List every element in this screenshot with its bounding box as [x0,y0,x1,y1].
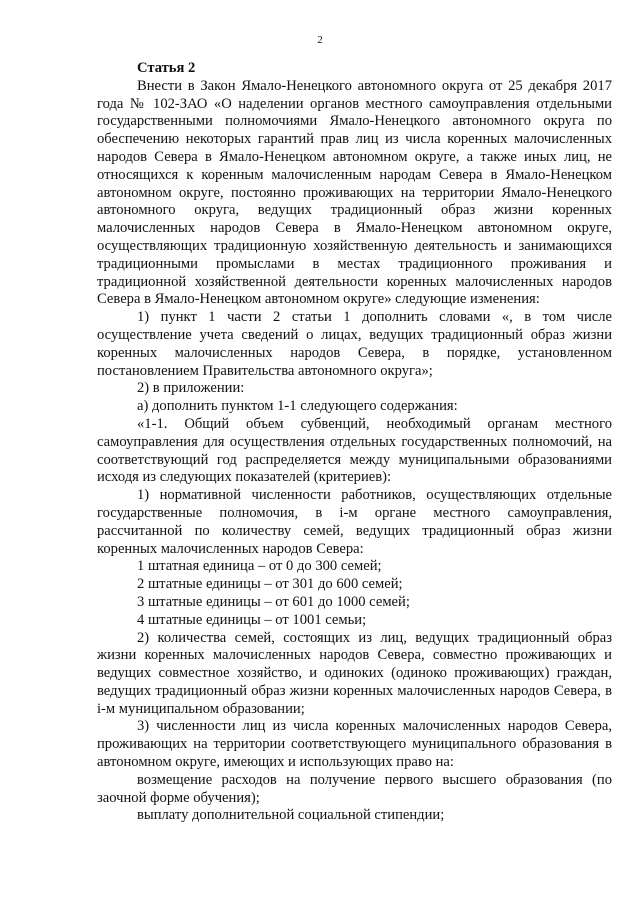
paragraph-clause-1-1: «1-1. Общий объем субвенций, необходимый органам местного самоуправления для осуществления отдельных государственных полномочий, на соответствующий год распределяется между муниципальными образованиями исходя из следующих показателей (критериев): [97,415,612,486]
paragraph-item-2: 2) в приложении: [137,380,245,397]
staff-list-item: 1 штатная единица – от 0 до 300 семей; [137,558,382,575]
staff-list-item: 2 штатные единицы – от 301 до 600 семей; [137,576,403,593]
paragraph-criterion-3: 3) численности лиц из числа коренных малочисленных народов Севера, проживающих на территории соответствующего муниципального образования в автономном округе, имеющих и использующих право на: [97,718,612,771]
staff-list-item: 3 штатные единицы – от 601 до 1000 семей; [137,593,410,610]
paragraph-intro: Внести в Закон Ямало-Ненецкого автономного округа от 25 декабря 2017 года № 102-ЗАО «О наделении органов местного самоуправления отдельными государственными полномочиями Ямало-Ненецкого автономного округа по обеспечению некоторых гарантий прав лиц из числа коренных малочисленных народов Севера в Ямало-Ненецком автономном округе, а также иных лиц, не относящихся к коренным малочисленным народам Севера в Ямало-Ненецком автономном округе, постоянно проживающих на территории Ямало-Ненецкого автономного округа, ведущих традиционный образ жизни коренных малочисленных народов Севера в Ямало-Ненецком автономном округе, осуществляющих традиционную хозяйственную деятельность и занимающихся традиционными промыслами в местах традиционного проживания и традиционной хозяйственной деятельности коренных малочисленных народов Севера в Ямало-Ненецком автономном округе» следующие изменения: [97,77,612,308]
paragraph-subitem-a: а) дополнить пунктом 1-1 следующего содержания: [137,398,458,415]
article-heading: Статья 2 [137,60,196,76]
paragraph-item-1: 1) пункт 1 части 2 статьи 1 дополнить словами «, в том числе осуществление учета сведений о лицах, ведущих традиционный образ жизни коренных малочисленных народов Севера, в порядке, установленном постановлением Правительства автономного округа»; [97,309,612,379]
paragraph-right-stipend: выплату дополнительной социальной стипендии; [137,807,445,824]
page-number: 2 [317,34,323,46]
staff-list-item: 4 штатные единицы – от 1001 семьи; [137,611,367,628]
paragraph-criterion-1: 1) нормативной численности работников, осуществляющих отдельные государственные полномочия, в i-м органе местного самоуправления, рассчитанной по количеству семей, ведущих традиционный образ жизни коренных малочисленных народов Севера: [97,487,612,557]
document-body [97,60,612,825]
paragraph-right-education: возмещение расходов на получение первого высшего образования (по заочной форме обучения); [97,771,612,806]
paragraph-criterion-2: 2) количества семей, состоящих из лиц, ведущих традиционный образ жизни коренных малочисленных народов Севера, совместно проживающих и ведущих совместное хозяйство, и одиноких (одиноко проживающих) граждан, ведущих традиционный образ жизни коренных малочисленных народов Севера, в i-м муниципальном образовании; [97,629,612,717]
